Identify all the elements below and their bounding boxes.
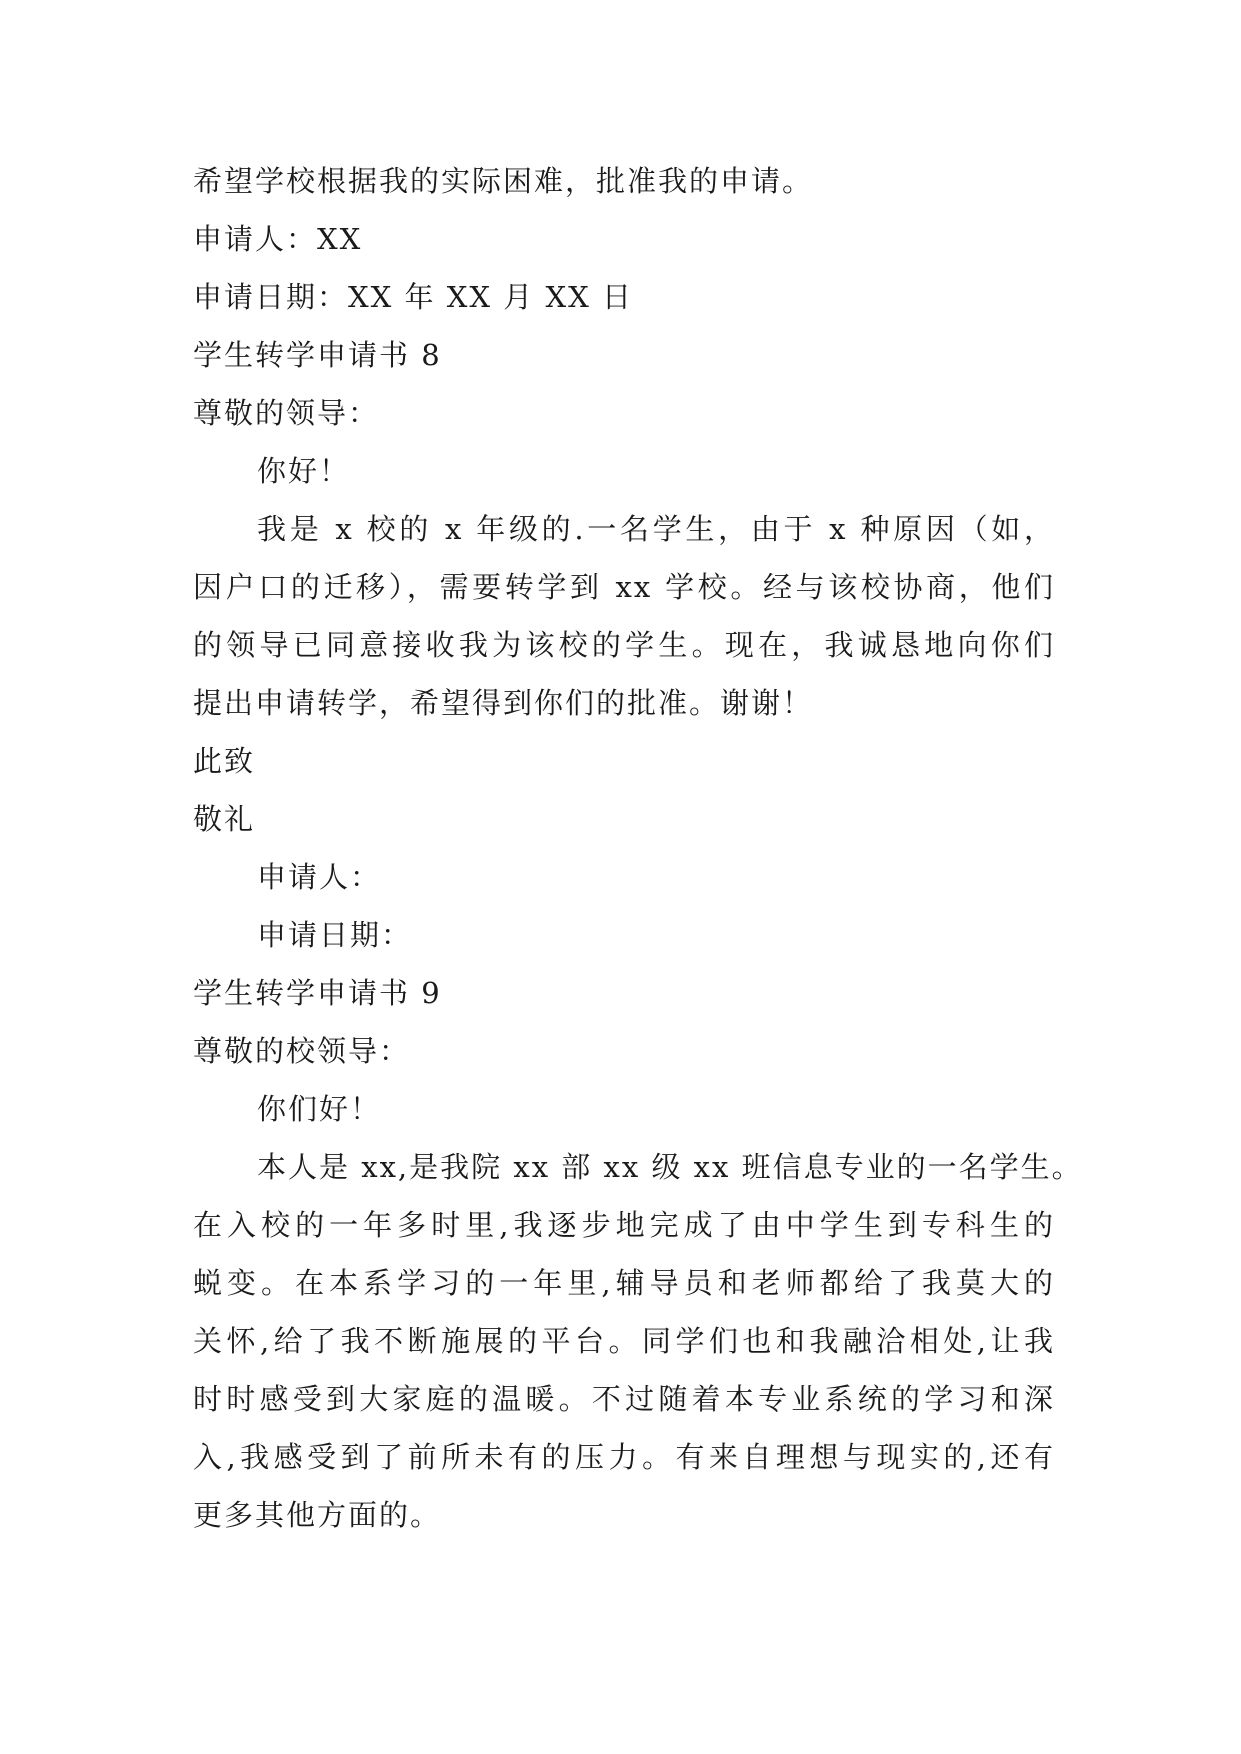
body-paragraph-1: [193, 500, 1055, 732]
paragraph-line: 时时感受到大家庭的温暖。不过随着本专业系统的学习和深: [193, 1382, 1055, 1416]
closing-cizhi: 此致: [193, 744, 256, 778]
salutation-line: 尊敬的领导：: [193, 396, 380, 430]
closing-jingli: 敬礼: [193, 802, 256, 836]
paragraph-line: 的领导已同意接收我为该校的学生。现在，我诚恳地向你们: [193, 628, 1055, 662]
paragraph-line: 我是 x 校的 x 年级的.一名学生，由于 x 种原因（如，: [257, 512, 1055, 546]
paragraph-line: 在入校的一年多时里,我逐步地完成了由中学生到专科生的: [193, 1208, 1055, 1242]
greeting-line: 你好！: [257, 454, 351, 488]
applicant-line: 申请人：XX: [193, 222, 363, 256]
paragraph-line: 本人是 xx,是我院 xx 部 xx 级 xx 班信息专业的一名学生。: [257, 1150, 1083, 1184]
signature-date: 申请日期：: [257, 918, 413, 952]
paragraph-line: 提出申请转学，希望得到你们的批准。谢谢！: [193, 686, 814, 720]
greeting-line-2: 你们好！: [257, 1092, 382, 1126]
signature-applicant: 申请人：: [257, 860, 382, 894]
body-paragraph-2: [193, 1138, 1083, 1544]
section-title-9: 学生转学申请书 9: [193, 976, 442, 1010]
paragraph-line: 更多其他方面的。: [193, 1498, 442, 1532]
paragraph-line: 关怀,给了我不断施展的平台。同学们也和我融洽相处,让我: [193, 1324, 1055, 1358]
closing-request-line: 希望学校根据我的实际困难，批准我的申请。: [193, 164, 814, 198]
document-page: [193, 152, 1083, 1544]
application-date-line: 申请日期：XX 年 XX 月 XX 日: [193, 280, 633, 314]
section-title-8: 学生转学申请书 8: [193, 338, 442, 372]
paragraph-line: 入,我感受到了前所未有的压力。有来自理想与现实的,还有: [193, 1440, 1055, 1474]
paragraph-line: 蜕变。在本系学习的一年里,辅导员和老师都给了我莫大的: [193, 1266, 1055, 1300]
salutation-line-2: 尊敬的校领导：: [193, 1034, 411, 1068]
paragraph-line: 因户口的迁移），需要转学到 xx 学校。经与该校协商，他们: [193, 570, 1055, 604]
